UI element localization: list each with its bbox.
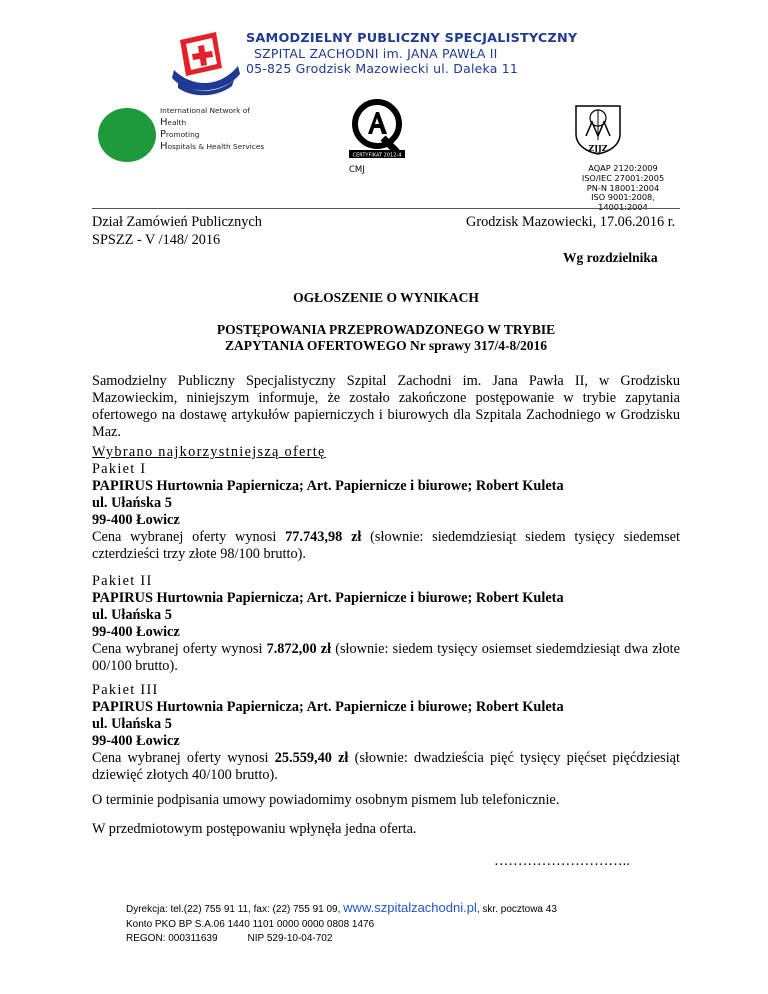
chosen-offer-heading: Wybrano najkorzystniejszą ofertę — [92, 444, 326, 460]
closing-offers-note: W przedmiotowym postępowaniu wpłynęła jedna oferta. — [92, 821, 417, 837]
package-city: 99-400 Łowicz — [92, 733, 180, 749]
package-price-text: Cena wybranej oferty wynosi 7.872,00 zł (słownie: siedem tysięcy osiemset siedemdziesiąt dwa złote 00/100 brutto). — [92, 641, 680, 674]
zjz-emblem-logo — [568, 100, 628, 160]
svg-text:ZJJZ: ZJJZ — [588, 143, 608, 153]
hospital-logo — [172, 28, 242, 100]
department-name: Dział Zamówień Publicznych — [92, 214, 262, 230]
hph-network-text: International Network of Health Promoting Hospitals & Health Services — [160, 106, 265, 152]
hospital-name-line2: SZPITAL ZACHODNI im. JANA PAWŁA II — [254, 46, 498, 61]
document-title: OGŁOSZENIE O WYNIKACH — [293, 290, 479, 305]
intro-paragraph: Samodzielny Publiczny Specjalistyczny Szpital Zachodni im. Jana Pawła II, w Grodzisku Mazowieckim, niniejszym informuje, że zostało zakończone postępowanie w trybie zapytania ofertowego na dostawę artykułów papierniczych i biurowych dla Szpitala Zachodniego w Grodzisku Maz. — [92, 373, 680, 440]
footer-nip: NIP 529-10-04-702 — [247, 933, 333, 944]
svg-text:CERTYFIKAT 2012-4: CERTYFIKAT 2012-4 — [352, 152, 402, 159]
hospital-name-line1: SAMODZIELNY PUBLICZNY SPECJALISTYCZNY — [246, 31, 578, 46]
footer-ids — [126, 932, 557, 947]
certification-list: AQAP 2120:2009 ISO/IEC 27001:2005 PN-N 18001:2004 ISO 9001:2008, — [581, 163, 665, 203]
package-name: Pakiet III — [92, 682, 159, 698]
footer-bank-account: Konto PKO BP S.A.06 1440 1101 0000 0000 0808 1476 — [126, 918, 375, 930]
package-1 — [92, 461, 680, 563]
package-city: 99-400 Łowicz — [92, 512, 180, 528]
package-price-text: Cena wybranej oferty wynosi 25.559,40 zł (słownie: dwadzieścia pięć tysięcy pięćset pięćdziesiąt dziewięć złotych 40/100 brutto). — [92, 750, 681, 783]
recipient: Wg rozdzielnika — [563, 250, 658, 265]
header-divider — [92, 208, 680, 209]
footer-regon: REGON: 000311639 — [126, 933, 218, 944]
package-price-text: Cena wybranej oferty wynosi 77.743,98 zł (słownie: siedemdziesiąt siedem tysięcy siedemset czterdzieści trzy złote 98/100 brutto). — [92, 529, 680, 562]
cmj-label: CMJ — [349, 165, 365, 175]
closing-contract-note: O terminie podpisania umowy powiadomimy osobnym pismem lub telefonicznie. — [92, 792, 560, 808]
reference-number: SPSZZ - V /148/ 2016 — [92, 232, 221, 248]
document-subtitle-line1: POSTĘPOWANIA PRZEPROWADZONEGO W TRYBIE — [216, 322, 556, 337]
hospital-address: 05-825 Grodzisk Mazowiecki ul. Daleka 11 — [246, 61, 519, 76]
package-street: ul. Ułańska 5 — [92, 495, 172, 511]
document-subtitle-line2: ZAPYTANIA OFERTOWEGO Nr sprawy 317/4-8/2016 — [224, 338, 548, 353]
package-3 — [92, 682, 680, 784]
quality-certificate-logo — [343, 98, 411, 164]
website-link[interactable]: www.szpitalzachodni.pl — [343, 900, 477, 915]
package-price: 25.559,40 zł — [274, 750, 349, 766]
package-company: PAPIRUS Hurtownia Papiernicza; Art. Papiernicze i biurowe; Robert Kuleta — [92, 699, 564, 715]
package-name: Pakiet II — [92, 573, 153, 589]
package-price: 77.743,98 zł — [285, 529, 362, 545]
hph-logo-circle — [97, 107, 157, 163]
package-2 — [92, 573, 680, 675]
package-name: Pakiet I — [92, 461, 147, 477]
package-street: ul. Ułańska 5 — [92, 607, 172, 623]
package-city: 99-400 Łowicz — [92, 624, 180, 640]
hospital-name — [246, 31, 578, 76]
footer — [126, 901, 557, 947]
place-date: Grodzisk Mazowiecki, 17.06.2016 r. — [466, 214, 676, 230]
package-price: 7.872,00 zł — [266, 641, 332, 657]
package-company: PAPIRUS Hurtownia Papiernicza; Art. Papiernicze i biurowe; Robert Kuleta — [92, 590, 564, 606]
package-street: ul. Ułańska 5 — [92, 716, 172, 732]
signature-dots: ……………………….. — [494, 853, 630, 869]
package-company: PAPIRUS Hurtownia Papiernicza; Art. Papiernicze i biurowe; Robert Kuleta — [92, 478, 564, 494]
footer-contact-line: Dyrekcja: tel.(22) 755 91 11, fax: (22) 755 91 09, www.szpitalzachodni.pl, skr. pocztowa 43 — [126, 900, 557, 915]
